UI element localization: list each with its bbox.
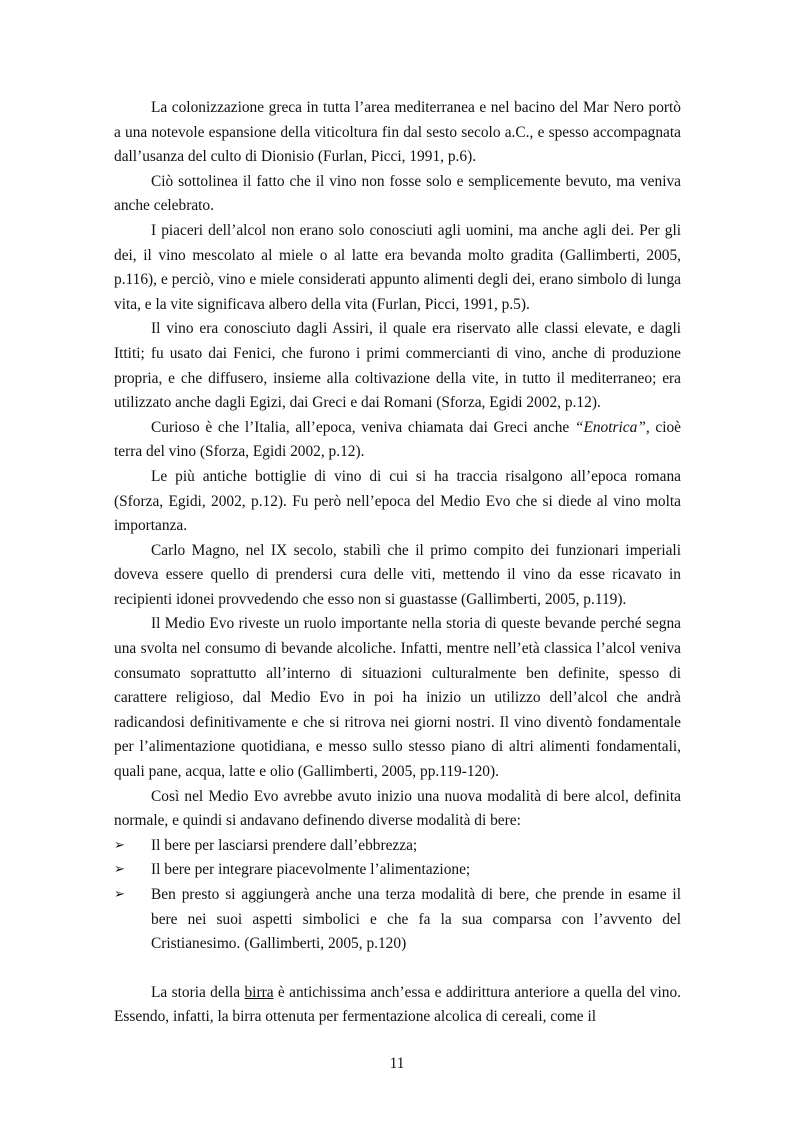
text-run: è antichissima anch’essa e addirittura anteriore a quella del vino. Essendo, infatti, la birra ottenuta per fermentazione alcolica di cereali, come il — [114, 983, 681, 1026]
paragraph-birra — [114, 981, 681, 1030]
list-item-text: Il bere per lasciarsi prendere dall’ebbrezza; — [151, 836, 418, 854]
arrow-bullet-icon: ➢ — [114, 837, 125, 853]
paragraph: Il Medio Evo riveste un ruolo importante nella storia di queste bevande perché segna una svolta nel consumo di bevande alcoliche. Infatti, mentre nell’età classica l’alcol veniva consumato soprattutto all’interno di situazioni culturalmente ben definite, spesso di carattere religioso, dal Medio Evo in poi ha inizio un utilizzo dell’alcol che andrà radicandosi definitivamente e che si ritrova nei giorni nostri. Il vino diventò fondamentale per l’alimentazione quotidiana, e messo sullo stesso piano di altri alimenti fondamentali, quali pane, acqua, latte e olio (Gallimberti, 2005, pp.119-120). — [114, 615, 681, 781]
paragraph-enotrica — [114, 416, 681, 465]
list-item-text: Ben presto si aggiungerà anche una terza modalità di bere, che prende in esame il bere nei suoi aspetti simbolici e che fa la sua comparsa con l’avvento del Cristianesimo. (Gallimberti, 2005, p.120) — [151, 886, 681, 953]
text-run: Curioso è che l’Italia, all’epoca, veniva chiamata dai Greci anche — [151, 418, 575, 436]
arrow-bullet-icon: ➢ — [114, 862, 125, 878]
list-item — [114, 834, 681, 859]
paragraph: Carlo Magno, nel IX secolo, stabilì che il primo compito dei funzionari imperiali doveva essere quello di prendersi cura delle viti, mettendo il vino da esse ricavato in recipienti idonei provvedendo che esso non si guastasse (Gallimberti, 2005, p.119). — [114, 541, 681, 608]
paragraph: La colonizzazione greca in tutta l’area mediterranea e nel bacino del Mar Nero portò a una notevole espansione della viticoltura fin dal sesto secolo a.C., e spesso accompagnata dall’usanza del culto di Dionisio (Furlan, Picci, 1991, p.6). — [114, 99, 681, 166]
paragraph-spacer — [114, 957, 681, 981]
list-item — [114, 858, 681, 883]
text-run: cioè terra del vino (Sforza, Egidi 2002, p.12). — [114, 418, 681, 461]
paragraph: Così nel Medio Evo avrebbe avuto inizio una nuova modalità di bere alcol, definita normale, e quindi si andavano definendo diverse modalità di bere: — [114, 787, 681, 830]
arrow-bullet-icon: ➢ — [114, 887, 125, 902]
italic-term: “Enotrica”, — [574, 418, 650, 436]
paragraph: Le più antiche bottiglie di vino di cui si ha traccia risalgono all’epoca romana (Sforza, Egidi, 2002, p.12). Fu però nell’epoca del Medio Evo che si diede al vino molta importanza. — [114, 467, 681, 535]
paragraph: Ciò sottolinea il fatto che il vino non fosse solo e semplicemente bevuto, ma veniva anche celebrato. — [114, 172, 681, 215]
page-number: 11 — [389, 1055, 405, 1072]
list-item — [114, 883, 681, 957]
underlined-term: birra — [244, 983, 274, 1001]
text-run: La storia della — [151, 983, 245, 1001]
list-item-text: Il bere per integrare piacevolmente l’alimentazione; — [151, 861, 471, 879]
paragraph: I piaceri dell’alcol non erano solo conosciuti agli uomini, ma anche agli dei. Per gli dei, il vino mescolato al miele o al latte era bevanda molto gradita (Gallimberti, 2005, p.116), e perciò, vino e miele considerati appunto alimenti degli dei, erano simbolo di lunga vita, e la vite significava albero della vita (Furlan, Picci, 1991, p.5). — [114, 221, 681, 313]
bullet-list — [114, 834, 681, 957]
paragraph: Il vino era conosciuto dagli Assiri, il quale era riservato alle classi elevate, e dagli Ittiti; fu usato dai Fenici, che furono i primi commercianti di vino, anche di produzione propria, e che diffusero, insieme alla coltivazione della vite, in tutto il mediterraneo; era utilizzato anche dagli Egizi, dai Greci e dai Romani (Sforza, Egidi 2002, p.12). — [114, 320, 681, 412]
body-text — [114, 96, 681, 1030]
